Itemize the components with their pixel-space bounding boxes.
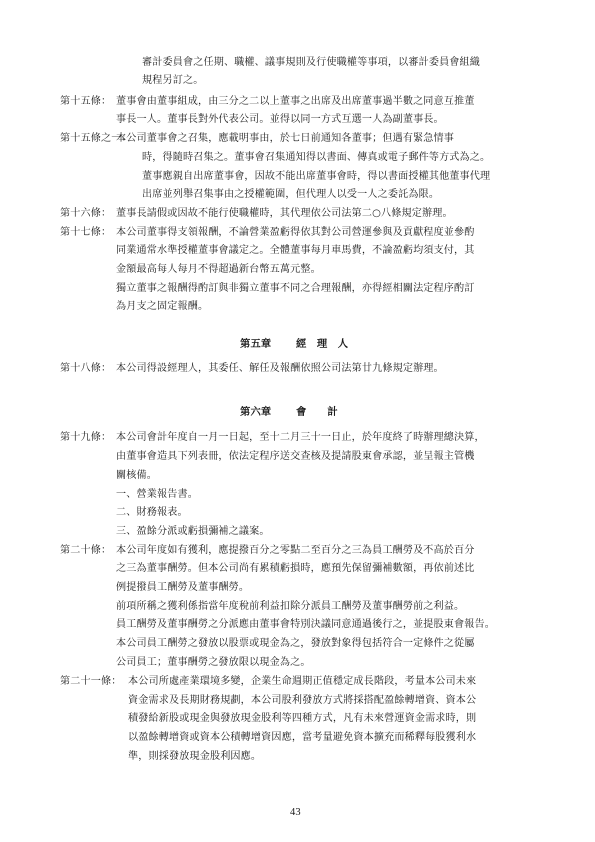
text-line: 董事會由董事組成，由三分之二以上董事之出席及出席董事過半數之同意互推董 <box>116 96 475 107</box>
text-line: 獨立董事之報酬得酌訂與非獨立董事不同之合理報酬，亦得經相關法定程序酌訂 <box>116 283 475 294</box>
article-label: 第二十一條： <box>60 676 122 687</box>
text-line: 積發給新股或現金與發放現金股利等四種方式，凡有未來營運資金需求時，則 <box>128 713 477 724</box>
text-line: 之三為董事酬勞。但本公司尚有累積虧損時，應預先保留彌補數額，再依前述比 <box>116 563 475 574</box>
article-label: 第十八條： <box>60 363 112 374</box>
text-line: 公司員工；董事酬勞之發放限以現金為之。 <box>116 657 311 668</box>
chapter-number: 第六章 <box>240 406 272 418</box>
text-line: 時，得隨時召集之。董事會召集通知得以書面、傳真或電子郵件等方式為之。 <box>142 152 491 163</box>
text-line: 資金需求及長期財務規劃，本公司股利發放方式將採搭配盈餘轉增資、資本公 <box>128 695 477 706</box>
list-item: 二、財務報表。 <box>116 507 188 518</box>
page-number: 43 <box>290 807 301 818</box>
text-line: 以盈餘轉增資或資本公積轉增資因應，當考量避免資本擴充而稀釋每股獲利水 <box>128 732 477 743</box>
text-line: 事長一人。董事長對外代表公司。並得以同一方式互選一人為副董事長。 <box>116 114 444 125</box>
text-line: 準，則採發放現金股利因應。 <box>128 751 262 762</box>
text-line: 本公司會計年度自一月一日起，至十二月三十一日止，於年度終了時辦理總決算， <box>116 432 485 443</box>
text-line: 本公司所處產業環境多變，企業生命週期正值穩定成長階段，考量本公司未來 <box>128 676 477 687</box>
article-label: 第十七條： <box>60 227 112 238</box>
list-item: 一、營業報告書。 <box>116 489 198 500</box>
list-item: 三、盈餘分派或虧損彌補之議案。 <box>116 526 270 537</box>
text-line: 出席並列舉召集事由之授權範圍，但代理人以受一人之委託為限。 <box>142 189 440 200</box>
text-line: 由董事會造具下列表冊，依法定程序送交查核及提請股東會承認，並呈報主管機 <box>116 451 475 462</box>
text-line: 例提撥員工酬勞及董事酬勞。 <box>116 582 250 593</box>
text-line: 員工酬勞及董事酬勞之分派應由董事會特別決議同意通過後行之，並提股東會報告。 <box>116 619 496 630</box>
article-label: 第二十條： <box>60 545 112 556</box>
text-line: 本公司得設經理人，其委任、解任及報酬依照公司法第廿九條規定辦理。 <box>116 363 444 374</box>
article-label: 第十六條： <box>60 208 112 219</box>
text-line: 董事應親自出席董事會，因故不能出席董事會時，得以書面授權其他董事代理 <box>142 171 491 182</box>
text-line: 本公司員工酬勞之發放以股票或現金為之，發放對象得包括符合一定條件之從屬 <box>116 638 475 649</box>
text-line: 本公司董事會之召集，應載明事由，於七日前通知各董事；但遇有緊急情事 <box>116 133 455 144</box>
text-line: 本公司董事得支領報酬，不論營業盈虧得依其對公司營運參與及貢獻程度並參酌 <box>116 227 475 238</box>
text-line: 為月支之固定報酬。 <box>116 301 209 312</box>
text-line: 金額最高每人每月不得超過新台幣五萬元整。 <box>116 264 321 275</box>
chapter-number: 第五章 <box>240 338 272 350</box>
text-line: 本公司年度如有獲利，應提撥百分之零點二至百分之三為員工酬勞及不高於百分 <box>116 545 475 556</box>
text-line: 同業通常水準授權董事會議定之。全體董事每月車馬費，不論盈虧均須支付，其 <box>116 245 475 256</box>
article-label: 第十五條： <box>60 96 112 107</box>
text-line: 前項所稱之獲利係指當年度稅前利益扣除分派員工酬勞及董事酬勞前之利益。 <box>116 601 465 612</box>
article-label: 第十五條之一： <box>60 133 132 144</box>
chapter-title: 經 理 人 <box>296 338 349 350</box>
text-line: 審計委員會之任期、職權、議事規則及行使職權等事項，以審計委員會組織 <box>142 57 481 68</box>
text-line: 規程另訂之。 <box>142 75 204 86</box>
text-line: 關核備。 <box>116 470 157 481</box>
article-label: 第十九條： <box>60 432 112 443</box>
text-line: 董事長請假或因故不能行使職權時，其代理依公司法第二○八條規定辦理。 <box>116 208 453 219</box>
chapter-title: 會 計 <box>296 406 338 418</box>
